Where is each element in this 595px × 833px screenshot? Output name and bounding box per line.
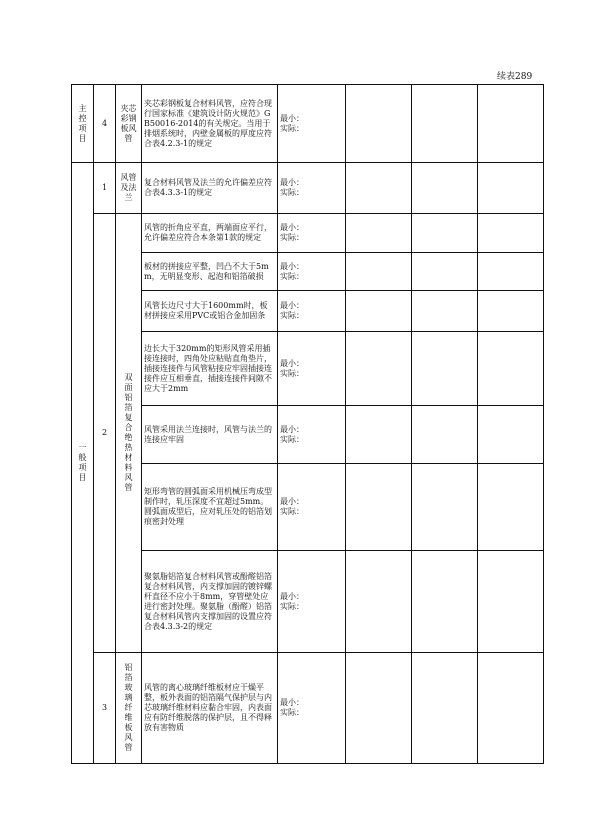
table-row bbox=[72, 85, 544, 163]
item-number: 1 bbox=[94, 163, 116, 214]
item-number: 2 bbox=[94, 214, 116, 653]
item-number: 4 bbox=[94, 85, 116, 163]
value-cell[interactable]: 最小： 实际： bbox=[278, 551, 346, 653]
blank-cell[interactable] bbox=[412, 253, 478, 291]
item-name: 铝箔玻璃纤维板风管 bbox=[116, 653, 142, 764]
blank-cell[interactable] bbox=[346, 551, 412, 653]
blank-cell[interactable] bbox=[478, 332, 544, 406]
requirement-text: 板材的拼接应平整，凹凸不大于5mm，无明显变形、起泡和铝箔破损 bbox=[142, 253, 278, 291]
table-row bbox=[72, 291, 544, 332]
blank-cell[interactable] bbox=[478, 653, 544, 764]
blank-cell[interactable] bbox=[478, 163, 544, 214]
table-row bbox=[72, 214, 544, 253]
requirement-text: 风管的离心玻璃纤维板材应干燥平整，板外表面的铝箔隔气保护层与内芯玻璃纤维材料应黏合牢固，内表面应有防纤维脱落的保护层，且不得释放有害物质 bbox=[142, 653, 278, 764]
blank-cell[interactable] bbox=[478, 291, 544, 332]
blank-cell[interactable] bbox=[478, 85, 544, 163]
item-name: 双面铝箔复合绝热材料风管 bbox=[116, 214, 142, 653]
blank-cell[interactable] bbox=[412, 163, 478, 214]
inspection-table bbox=[71, 84, 544, 764]
requirement-text: 夹芯彩钢板复合材料风管，应符合现行国家标准《建筑设计防火规范》GB50016-2014的有关规定。当用于排烟系统时，内壁金属板的厚度应符合表4.2.3-1的规定 bbox=[142, 85, 278, 163]
table-row bbox=[72, 253, 544, 291]
blank-cell[interactable] bbox=[478, 214, 544, 253]
blank-cell[interactable] bbox=[346, 464, 412, 551]
value-cell[interactable]: 最小： 实际： bbox=[278, 332, 346, 406]
category-cell: 主控项目 bbox=[72, 85, 94, 163]
blank-cell[interactable] bbox=[478, 551, 544, 653]
blank-cell[interactable] bbox=[412, 464, 478, 551]
category-cell: 一般项目 bbox=[72, 163, 94, 764]
item-name: 夹芯彩钢板风管 bbox=[116, 85, 142, 163]
blank-cell[interactable] bbox=[412, 551, 478, 653]
requirement-text: 边长大于320mm的矩形风管采用插接连接时，四角处应粘贴直角垫片，插接连接件与风管粘接应牢固插接连接件应互相垂直，插接连接件间隙不应大于2mm bbox=[142, 332, 278, 406]
blank-cell[interactable] bbox=[346, 214, 412, 253]
table-row bbox=[72, 653, 544, 764]
value-cell[interactable]: 最小： 实际： bbox=[278, 253, 346, 291]
requirement-text: 矩形弯管的圆弧面采用机械压弯成型制作时，轧压深度不宜超过5mm。圆弧面成型后，应对轧压处的铝箔划痕密封处理 bbox=[142, 464, 278, 551]
blank-cell[interactable] bbox=[478, 406, 544, 464]
blank-cell[interactable] bbox=[346, 253, 412, 291]
blank-cell[interactable] bbox=[346, 406, 412, 464]
blank-cell[interactable] bbox=[412, 653, 478, 764]
table-row bbox=[72, 163, 544, 214]
table-row bbox=[72, 551, 544, 653]
blank-cell[interactable] bbox=[346, 163, 412, 214]
table-row bbox=[72, 406, 544, 464]
value-cell[interactable]: 最小： 实际： bbox=[278, 85, 346, 163]
item-name: 风管及法兰 bbox=[116, 163, 142, 214]
blank-cell[interactable] bbox=[346, 85, 412, 163]
value-cell[interactable]: 最小： 实际： bbox=[278, 653, 346, 764]
blank-cell[interactable] bbox=[478, 464, 544, 551]
table-row bbox=[72, 332, 544, 406]
requirement-text: 风管长边尺寸大于1600mm时，板材拼接应采用PVC或铝合金加固条 bbox=[142, 291, 278, 332]
requirement-text: 风管采用法兰连接时，风管与法兰的连接应牢固 bbox=[142, 406, 278, 464]
blank-cell[interactable] bbox=[412, 332, 478, 406]
requirement-text: 风管的折角应平直，两端面应平行，允许偏差应符合本条第1款的规定 bbox=[142, 214, 278, 253]
value-cell[interactable]: 最小： 实际： bbox=[278, 291, 346, 332]
value-cell[interactable]: 最小： 实际： bbox=[278, 163, 346, 214]
continuation-label: 续表289 bbox=[497, 72, 533, 82]
requirement-text: 复合材料风管及法兰的允许偏差应符合表4.3.3-1的规定 bbox=[142, 163, 278, 214]
blank-cell[interactable] bbox=[346, 291, 412, 332]
blank-cell[interactable] bbox=[346, 653, 412, 764]
blank-cell[interactable] bbox=[412, 291, 478, 332]
blank-cell[interactable] bbox=[346, 332, 412, 406]
value-cell[interactable]: 最小： 实际： bbox=[278, 406, 346, 464]
requirement-text: 聚氨脂铝箔复合材料风管或酚醛铝箔复合材料风管，内支撑加固的镀锌螺杆直径不应小于8mm，穿管壁处应进行密封处理。聚氨脂（酚醛）铝箔复合材料风管内支撑加固的设置应符合表4.3.3-2的规定 bbox=[142, 551, 278, 653]
blank-cell[interactable] bbox=[412, 406, 478, 464]
blank-cell[interactable] bbox=[412, 85, 478, 163]
blank-cell[interactable] bbox=[412, 214, 478, 253]
table-row bbox=[72, 464, 544, 551]
item-number: 3 bbox=[94, 653, 116, 764]
value-cell[interactable]: 最小： 实际： bbox=[278, 214, 346, 253]
value-cell[interactable]: 最小： 实际： bbox=[278, 464, 346, 551]
blank-cell[interactable] bbox=[478, 253, 544, 291]
